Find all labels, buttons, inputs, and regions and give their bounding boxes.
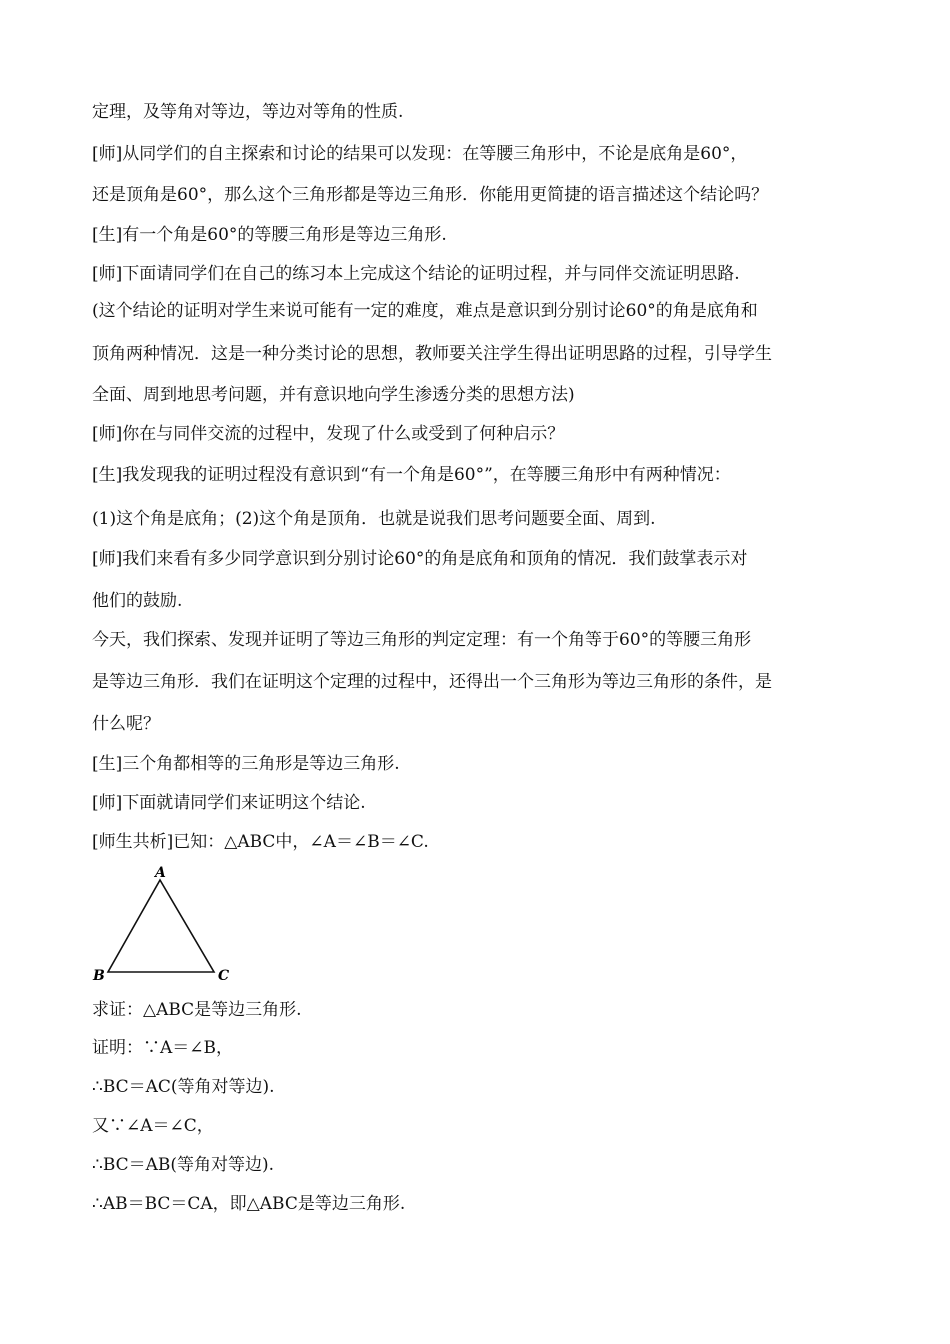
paragraph-line: 定理，及等角对等边，等边对等角的性质. — [92, 102, 404, 122]
paragraph-line: (1)这个角是底角；(2)这个角是顶角．也就是说我们思考问题要全面、周到. — [92, 509, 656, 529]
proof-line: 证明：∵A＝∠B， — [92, 1038, 234, 1058]
proof-line: ∴BC＝AC(等角对等边). — [92, 1077, 275, 1097]
vertex-label-c: C — [218, 968, 230, 984]
paragraph-line: 全面、周到地思考问题，并有意识地向学生渗透分类的思想方法) — [92, 385, 575, 405]
paragraph-line: (这个结论的证明对学生来说可能有一定的难度，难点是意识到分别讨论60°的角是底角和 — [92, 301, 758, 321]
paragraph-line: 什么呢？ — [92, 714, 160, 734]
paragraph-line: [师]我们来看有多少同学意识到分别讨论60°的角是底角和顶角的情况．我们鼓掌表示对 — [92, 549, 748, 569]
paragraph-line: [师]下面请同学们在自己的练习本上完成这个结论的证明过程，并与同伴交流证明思路. — [92, 264, 740, 284]
paragraph-line: [师]你在与同伴交流的过程中，发现了什么或受到了何种启示？ — [92, 424, 565, 444]
proof-line: 又∵∠A＝∠C， — [92, 1116, 214, 1136]
paragraph-line: [师]从同学们的自主探索和讨论的结果可以发现：在等腰三角形中，不论是底角是60°， — [92, 144, 748, 164]
paragraph-line: [生]有一个角是60°的等腰三角形是等边三角形. — [92, 225, 447, 245]
vertex-label-b: B — [93, 968, 105, 984]
paragraph-line: 顶角两种情况．这是一种分类讨论的思想，教师要关注学生得出证明思路的过程，引导学生 — [92, 344, 772, 364]
paragraph-line: 还是顶角是60°，那么这个三角形都是等边三角形．你能用更简捷的语言描述这个结论吗？ — [92, 185, 769, 205]
triangle-diagram — [88, 866, 238, 984]
paragraph-line: [生]三个角都相等的三角形是等边三角形. — [92, 754, 400, 774]
paragraph-line: 他们的鼓励. — [92, 591, 183, 611]
proof-line: 求证：△ABC是等边三角形. — [92, 1000, 302, 1020]
paragraph-line: [师]下面就请同学们来证明这个结论. — [92, 793, 366, 813]
paragraph-line: [师生共析]已知：△ABC中，∠A＝∠B＝∠C. — [92, 832, 429, 852]
paragraph-line: 今天，我们探索、发现并证明了等边三角形的判定定理：有一个角等于60°的等腰三角形 — [92, 630, 752, 650]
vertex-label-a: A — [155, 866, 166, 881]
paragraph-line: [生]我发现我的证明过程没有意识到“有一个角是60°”，在等腰三角形中有两种情况： — [92, 465, 731, 485]
proof-line: ∴AB＝BC＝CA，即△ABC是等边三角形. — [92, 1194, 406, 1214]
triangle-figure — [88, 866, 238, 984]
triangle-abc — [108, 880, 214, 972]
paragraph-line: 是等边三角形．我们在证明这个定理的过程中，还得出一个三角形为等边三角形的条件，是 — [92, 672, 772, 692]
proof-line: ∴BC＝AB(等角对等边). — [92, 1155, 275, 1175]
